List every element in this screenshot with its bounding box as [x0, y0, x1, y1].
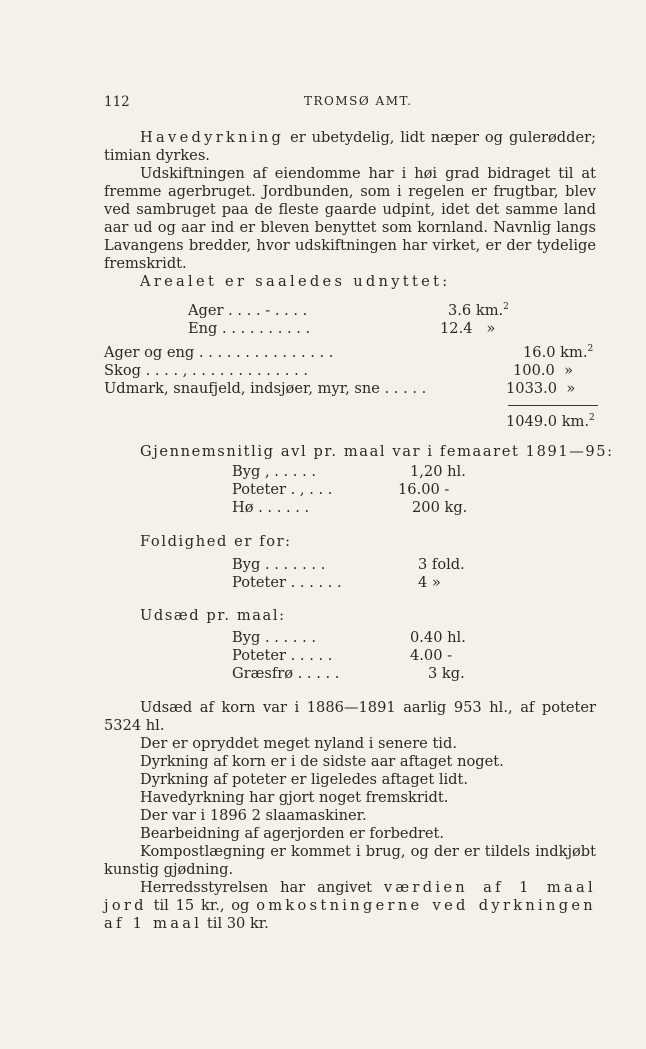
closing-paragraph-3: Dyrkning af korn er i de sidste aar aftaget noget.	[140, 753, 504, 770]
closing-paragraph-1: Udsæd af korn var i 1886—1891 aarlig 953 hl., af poteter 5324 hl.	[104, 699, 596, 734]
page-header	[0, 94, 646, 112]
closing-paragraph-6: Der var i 1896 2 slaamaskiner.	[140, 807, 367, 824]
yield-heading: Gjennemsnitlig avl pr. maal var i femaaret 1891—95:	[140, 443, 614, 460]
closing-paragraph-4: Dyrkning af poteter er ligeledes aftaget lidt.	[140, 771, 469, 788]
area-skog-value: 100.0 »	[513, 362, 573, 379]
fold-byg-value: 3 fold.	[418, 556, 465, 573]
yield-poteter-label: Poteter . , . . .	[232, 481, 333, 498]
closing-paragraph-8: Kompostlægning er kommet i brug, og der er tildels indkjøbt kunstig gjødning.	[104, 843, 596, 878]
area-skog-label: Skog . . . . , . . . . . . . . . . . . .	[104, 362, 308, 379]
area-heading: Arealet er saaledes udnyttet:	[140, 273, 451, 290]
area-ager-value: 3.6 km.$^2$	[448, 302, 509, 319]
yield-ho-label: Hø . . . . . .	[232, 499, 310, 516]
page-number: 112	[104, 94, 130, 110]
yield-byg-label: Byg , . . . . .	[232, 463, 316, 480]
area-eng-label: Eng . . . . . . . . . .	[188, 320, 311, 337]
fold-poteter-label: Poteter . . . . . .	[232, 574, 342, 591]
yield-poteter-value: 16.00 -	[398, 481, 450, 498]
seed-graesfro-label: Græsfrø . . . . .	[232, 665, 340, 682]
intro-paragraph-1: Havedyrkning er ubetydelig, lidt næper og gulerødder; timian dyrkes.	[104, 129, 596, 164]
fold-heading: Foldighed er for:	[140, 533, 292, 550]
closing-paragraph-9: Herredsstyrelsen har angivet værdien af 1 maal jord til 15 kr., og omkostningerne ved dyrkningen af 1 maal til 30 kr.	[104, 879, 596, 932]
seed-byg-value: 0.40 hl.	[410, 629, 466, 646]
closing-paragraph-7: Bearbeidning af agerjorden er forbedret.	[140, 825, 445, 842]
closing-paragraph-5: Havedyrkning har gjort noget fremskridt.	[140, 789, 449, 806]
running-title: TROMSØ AMT.	[304, 94, 413, 108]
seed-graesfro-value: 3 kg.	[428, 665, 465, 682]
yield-byg-value: 1,20 hl.	[410, 463, 466, 480]
area-ager-eng-value: 16.0 km.$^2$	[523, 344, 594, 361]
fold-poteter-value: 4 »	[418, 574, 441, 591]
area-eng-value: 12.4 »	[440, 320, 496, 337]
area-ager-eng-label: Ager og eng . . . . . . . . . . . . . . .	[104, 344, 334, 361]
intro-paragraph-2: Udskiftningen af eiendomme har i høi grad bidraget til at fremme agerbruget. Jordbunden, som i regelen er frugtbar, blev ved sambruget paa de fleste gaarde udpint, idet det samme land aar ud og aar ind er bleven benyttet som kornland. Navnlig langs Lavangens bredder, hvor udskiftningen har virket, er der tydelige fremskridt.	[104, 165, 596, 272]
area-udmark-value: 1033.0 »	[506, 380, 576, 397]
seed-byg-label: Byg . . . . . .	[232, 629, 316, 646]
seed-heading: Udsæd pr. maal:	[140, 607, 286, 624]
yield-ho-value: 200 kg.	[412, 499, 468, 516]
area-total-value: 1049.0 km.$^2$	[506, 413, 595, 430]
intro-text	[104, 129, 596, 291]
area-ager-label: Ager . . . . - . . . .	[188, 302, 308, 319]
seed-poteter-label: Poteter . . . . .	[232, 647, 333, 664]
seed-poteter-value: 4.00 -	[410, 647, 453, 664]
area-udmark-label: Udmark, snaufjeld, indsjøer, myr, sne . . . . .	[104, 380, 427, 397]
closing-paragraph-2: Der er opryddet meget nyland i senere tid.	[140, 735, 457, 752]
closing-text	[104, 699, 596, 933]
sum-rule	[508, 405, 598, 406]
fold-byg-label: Byg . . . . . . .	[232, 556, 326, 573]
